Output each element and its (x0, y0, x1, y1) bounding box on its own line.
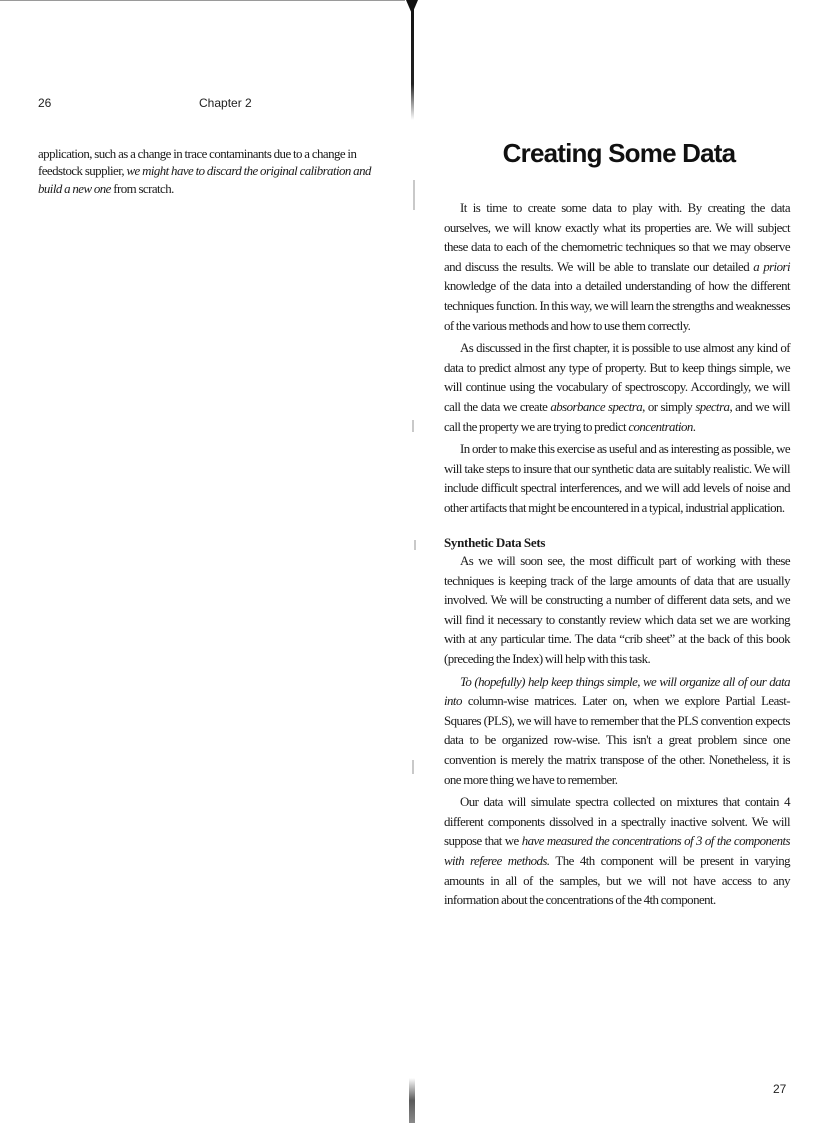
left-page (0, 0, 400, 1123)
page-number: 27 (773, 1082, 787, 1096)
text-run: , and we will call the property we are trying to predict (444, 399, 790, 434)
text-run-italic: spectra (695, 399, 730, 414)
paragraph (444, 199, 790, 336)
section-subheading: Synthetic Data Sets (444, 534, 546, 550)
text-run: . (692, 419, 696, 434)
paragraph (444, 552, 790, 670)
text-run: column-wise matrices. Later on, when we explore Partial Least-Squares (PLS), we will have to remember that the PLS convention expects data to be organized row-wise. This isn't a great problem since one convention is merely the matrix transpose of the other. Nonetheless, it is one more thing we have to remember. (444, 694, 790, 787)
text-run: The 4th component will be present in varying amounts in all of the samples, but we will not have access to any information about the concentrations of the 4th component. (444, 854, 790, 908)
paragraph (444, 793, 790, 911)
text-run-italic: have measured the concentrations of 3 of the components with referee methods. (444, 834, 790, 868)
paragraph (444, 440, 790, 518)
text-run: , or simply (642, 399, 696, 414)
right-page (424, 0, 816, 1123)
binding-shadow-bottom (409, 1078, 415, 1123)
scan-speck (412, 420, 414, 432)
scan-speck (413, 180, 415, 210)
body-text (444, 199, 790, 914)
text-run-italic: concentration (628, 419, 693, 434)
chapter-heading: Chapter 2 (199, 96, 252, 110)
page-number: 26 (38, 96, 52, 110)
text-run: application, such as a change in trace contaminants due to a change in feedstock supplier, (38, 147, 357, 179)
text-run-italic: absorbance spectra (550, 399, 643, 414)
text-run: As discussed in the first chapter, it is possible to use almost any kind of data to predict almost any type of property. But to keep things simple, we will continue using the vocabulary of spectroscopy. Accordingly, we will call the data we create (444, 341, 790, 414)
text-run: knowledge of the data into a detailed understanding of how the different techniques function. In this way, we will learn the strengths and weaknesses of the various methods and how to use them correctly. (444, 279, 790, 333)
text-run-italic: To (hopefully) help keep things simple, we will organize all of our data into (444, 674, 790, 709)
text-run: As we will soon see, the most difficult part of working with these techniques is keeping track of the large amounts of data that are usually involved. We will be constructing a number of different data sets, and we will find it necessary to constantly review which data set we are working with at any particular time. The data “crib sheet” at the back of this book (preceding the Index) will help with this task. (444, 554, 790, 667)
binding-shadow (411, 0, 414, 120)
text-run-italic: we might have to discard the original calibration and build a new one (38, 164, 371, 196)
text-run-italic: a priori (753, 259, 790, 274)
scan-speck (414, 540, 416, 550)
book-gutter (400, 0, 424, 1123)
paragraph (444, 339, 790, 437)
scan-speck (412, 760, 414, 774)
text-run: It is time to create some data to play with. By creating the data ourselves, we will know exactly what its properties are. We will subject these data to each of the chemometric techniques so that we may observe and discuss the results. We will be able to translate our detailed (444, 201, 790, 274)
text-run: In order to make this exercise as useful and as interesting as possible, we will take steps to insure that our synthetic data are suitably realistic. We will include difficult spectral interferences, and we will add levels of noise and other artifacts that might be encountered in a typical, industrial application. (444, 442, 790, 515)
chapter-title: Creating Some Data (502, 138, 736, 168)
text-run: Our data will simulate spectra collected on mixtures that contain 4 different components dissolved in a spectrally inactive solvent. We will suppose that we (444, 795, 790, 849)
text-run: from scratch. (110, 181, 174, 196)
continued-paragraph (38, 146, 382, 198)
paragraph (444, 673, 790, 791)
